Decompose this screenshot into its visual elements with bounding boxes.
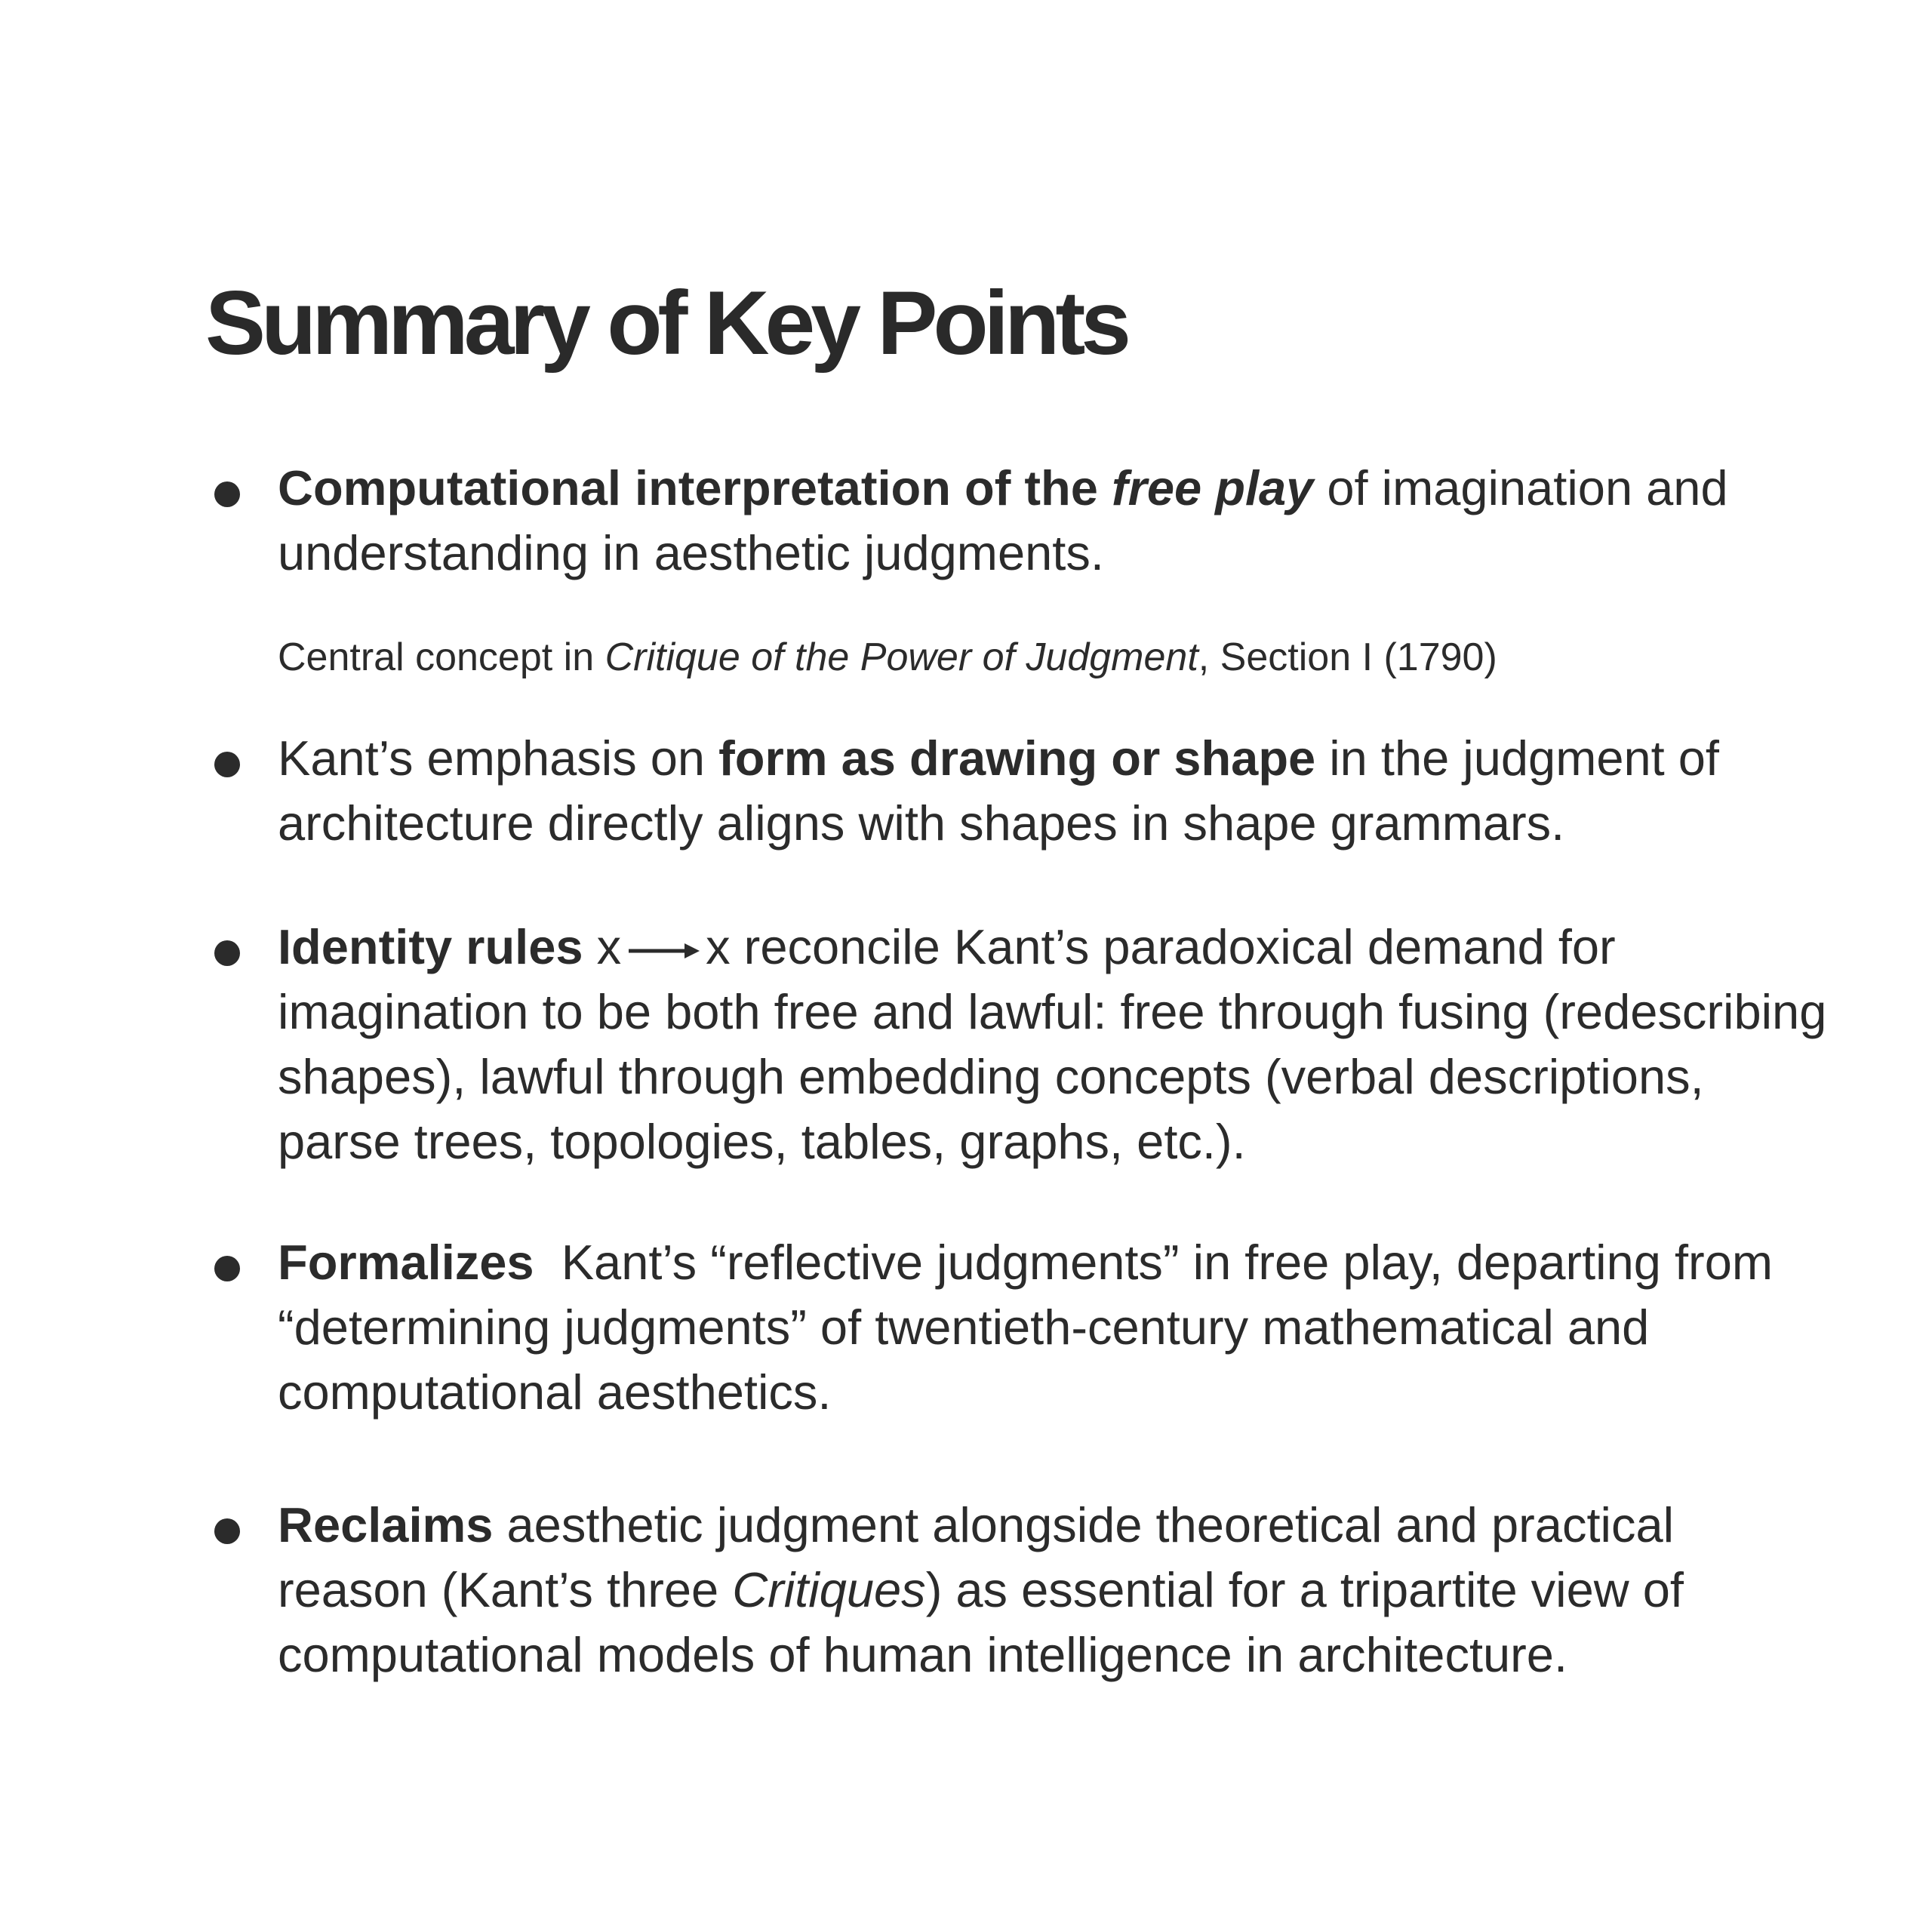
bullet-rest-text: of imagination and understanding in aesthetic judgments.: [278, 460, 1728, 580]
bullet-dot-icon: [214, 752, 240, 777]
bullet-rest-text: in the judgment of architecture directly aligns with shapes in shape grammars.: [278, 731, 1719, 851]
bullet-dot-icon: [214, 1256, 240, 1281]
bullet-text: [278, 1493, 1832, 1687]
bullet-bold-text: Identity rules: [278, 919, 583, 974]
bullet-dot-icon: [214, 481, 240, 507]
bullet-rest-text-end: ) as essential for a tripartite view of computational models of human intelligence in architecture.: [278, 1562, 1684, 1682]
bullet-item-reclaims: [278, 1493, 1832, 1687]
note-post-text: , Section I (1790): [1198, 635, 1497, 679]
bullet-item-form: [278, 726, 1832, 856]
bullet-text: [278, 726, 1832, 856]
note-italic-title: Critique of the Power of Judgment: [605, 635, 1198, 679]
rule-left-symbol: x: [596, 919, 622, 974]
bullet-bold-text: Computational interpretation of the: [278, 460, 1112, 515]
bullet-text: [278, 1230, 1832, 1425]
bullet-pre-text: Kant’s emphasis on: [278, 731, 719, 786]
bullet-text: [278, 456, 1832, 586]
bullet-bold-text: form as drawing or shape: [718, 731, 1316, 786]
page-title: Summary of Key Points: [205, 272, 1128, 374]
rule-right-symbol: x: [706, 919, 731, 974]
bullet-bold-italic-text: free play: [1111, 460, 1314, 515]
bullet-rest-text: Kant’s “reflective judgments” in free play, departing from “determining judgments” of twentieth-century mathematical and computational aesthetics.: [278, 1235, 1787, 1420]
bullet-note: [278, 632, 1832, 682]
bullet-rest-text: aesthetic judgment alongside theoretical and practical reason (Kant’s three: [278, 1497, 1675, 1617]
bullet-bold-text: Formalizes: [278, 1235, 534, 1290]
bullet-italic-text: Critiques: [732, 1562, 926, 1617]
right-arrow-icon: [627, 940, 701, 962]
bullet-bold-text: Reclaims: [278, 1497, 494, 1552]
note-pre-text: Central concept in: [278, 635, 605, 679]
bullet-item-free-play: [278, 456, 1832, 682]
bullet-text: [278, 915, 1832, 1174]
bullet-dot-icon: [214, 940, 240, 966]
bullet-item-formalizes: [278, 1230, 1832, 1425]
bullet-rest-text: reconcile Kant’s paradoxical demand for imagination to be both free and lawful: free through fusing (redescribing shapes), lawful through embedding concepts (verbal descriptions, parse trees, topologies, tables, graphs, etc.).: [278, 919, 1827, 1169]
bullet-item-identity-rules: [278, 915, 1832, 1174]
bullet-dot-icon: [214, 1518, 240, 1544]
